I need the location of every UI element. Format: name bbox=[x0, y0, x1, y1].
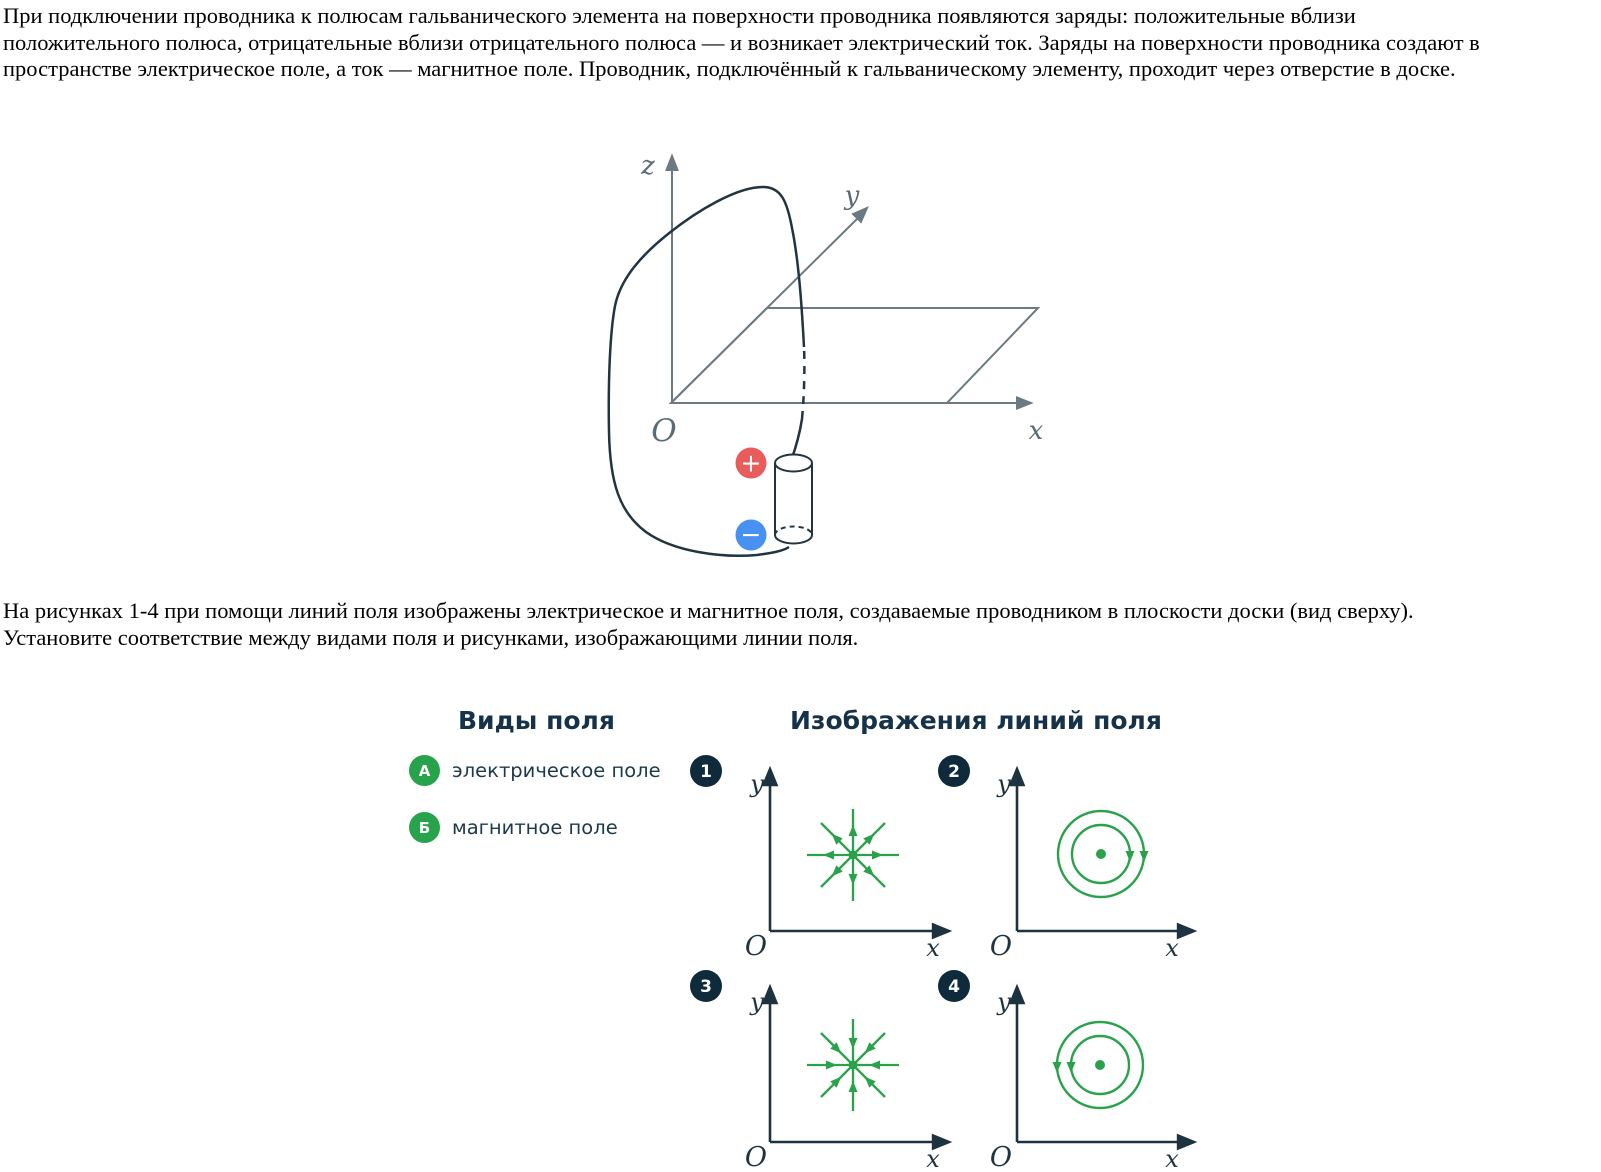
figure-3-arrows-inward bbox=[826, 1038, 880, 1092]
figure-3-number: 3 bbox=[700, 977, 712, 997]
types-title: Виды поля bbox=[458, 706, 615, 735]
y-axis bbox=[671, 217, 859, 403]
figure-1-x-label: x bbox=[926, 934, 940, 962]
board-plane bbox=[671, 308, 1038, 403]
task-paragraph bbox=[3, 597, 1414, 651]
figure-4-x-arrow-icon bbox=[1179, 1136, 1193, 1148]
type-badge-a: А bbox=[409, 755, 440, 786]
figure-2-origin-label: O bbox=[989, 931, 1013, 962]
figure-1-y-label: y bbox=[750, 770, 764, 798]
figure-2-number: 2 bbox=[948, 762, 960, 782]
figure-4-y-arrow-icon bbox=[1011, 988, 1023, 1002]
origin-label: O bbox=[651, 413, 677, 449]
y-axis-label: y bbox=[844, 181, 860, 211]
figure-1-radial-outward[interactable] bbox=[690, 755, 948, 962]
task-line: На рисунках 1-4 при помощи линий поля изображены электрическое и магнитное поля, создаваемые проводником в плоскости доски (вид сверху). bbox=[3, 598, 1414, 623]
figure-3-x-label: x bbox=[926, 1145, 940, 1172]
wire-dot bbox=[1096, 849, 1106, 859]
type-item-electric[interactable] bbox=[409, 755, 661, 786]
cylinder-bottom-back-dashed bbox=[775, 527, 812, 536]
figure-1-y-arrow-icon bbox=[764, 770, 776, 784]
intro-line: При подключении проводника к полюсам гальванического элемента на поверхности проводника появляются заряды: положительные вблизи bbox=[3, 3, 1356, 28]
images-title: Изображения линий поля bbox=[790, 706, 1162, 735]
figure-1-number: 1 bbox=[700, 762, 712, 782]
type-badge-b: Б bbox=[409, 812, 440, 843]
figure-2-circles-clockwise[interactable] bbox=[938, 755, 1193, 962]
figure-4-x-label: x bbox=[1165, 1145, 1179, 1172]
wire-dashed-through-hole bbox=[802, 347, 804, 419]
z-axis-arrow-icon bbox=[667, 156, 678, 170]
positive-terminal-badge bbox=[736, 448, 767, 479]
wire-dot bbox=[1095, 1060, 1105, 1070]
cylinder-top bbox=[775, 455, 812, 472]
figure-4-circles-counterclockwise[interactable] bbox=[938, 970, 1193, 1172]
figure-3-y-arrow-icon bbox=[764, 988, 776, 1002]
figure-3-origin-label: O bbox=[744, 1142, 768, 1172]
intro-line: положительного полюса, отрицательные вблизи отрицательного полюса — и возникает электрический ток. Заряды на поверхности проводника создают в bbox=[3, 29, 1480, 55]
figure-4-number: 4 bbox=[948, 977, 960, 997]
x-axis-label: x bbox=[1028, 416, 1044, 446]
figure-4-field-lines bbox=[1053, 1022, 1144, 1108]
figure-2-field-lines bbox=[1058, 811, 1149, 897]
plus-icon: + bbox=[740, 448, 762, 478]
type-label-magnetic: магнитное поле bbox=[452, 816, 618, 839]
figure-3-y-label: y bbox=[750, 988, 764, 1016]
type-label-electric: электрическое поле bbox=[452, 759, 661, 782]
x-axis-arrow-icon bbox=[1017, 398, 1031, 409]
type-item-magnetic[interactable] bbox=[409, 812, 618, 843]
field-line-figures bbox=[675, 740, 1205, 1172]
figure-4-y-label: y bbox=[997, 988, 1011, 1016]
figure-2-x-arrow-icon bbox=[1179, 925, 1193, 937]
intro-line: пространстве электрическое поле, а ток — магнитное поле. Проводник, подключённый к гальваническому элементу, проходит через отверстие в доске. bbox=[3, 56, 1456, 81]
negative-terminal-badge bbox=[736, 520, 767, 551]
conductor-3d-diagram bbox=[590, 130, 1050, 600]
battery-cylinder bbox=[775, 455, 812, 544]
task-line: Установите соответствие между видами поля и рисунками, изображающими линии поля. bbox=[3, 625, 859, 650]
figure-4-origin-label: O bbox=[989, 1142, 1013, 1172]
cylinder-bottom-front bbox=[775, 535, 812, 544]
intro-paragraph bbox=[3, 3, 1480, 83]
figure-3-radial-inward[interactable] bbox=[690, 970, 948, 1172]
z-axis-label: z bbox=[641, 151, 655, 181]
figure-2-y-arrow-icon bbox=[1011, 770, 1023, 784]
minus-icon: − bbox=[740, 520, 762, 549]
figure-2-y-label: y bbox=[997, 770, 1011, 798]
figure-2-x-label: x bbox=[1165, 934, 1179, 962]
figure-1-origin-label: O bbox=[744, 931, 768, 962]
figure-1-arrows-outward bbox=[823, 825, 883, 885]
